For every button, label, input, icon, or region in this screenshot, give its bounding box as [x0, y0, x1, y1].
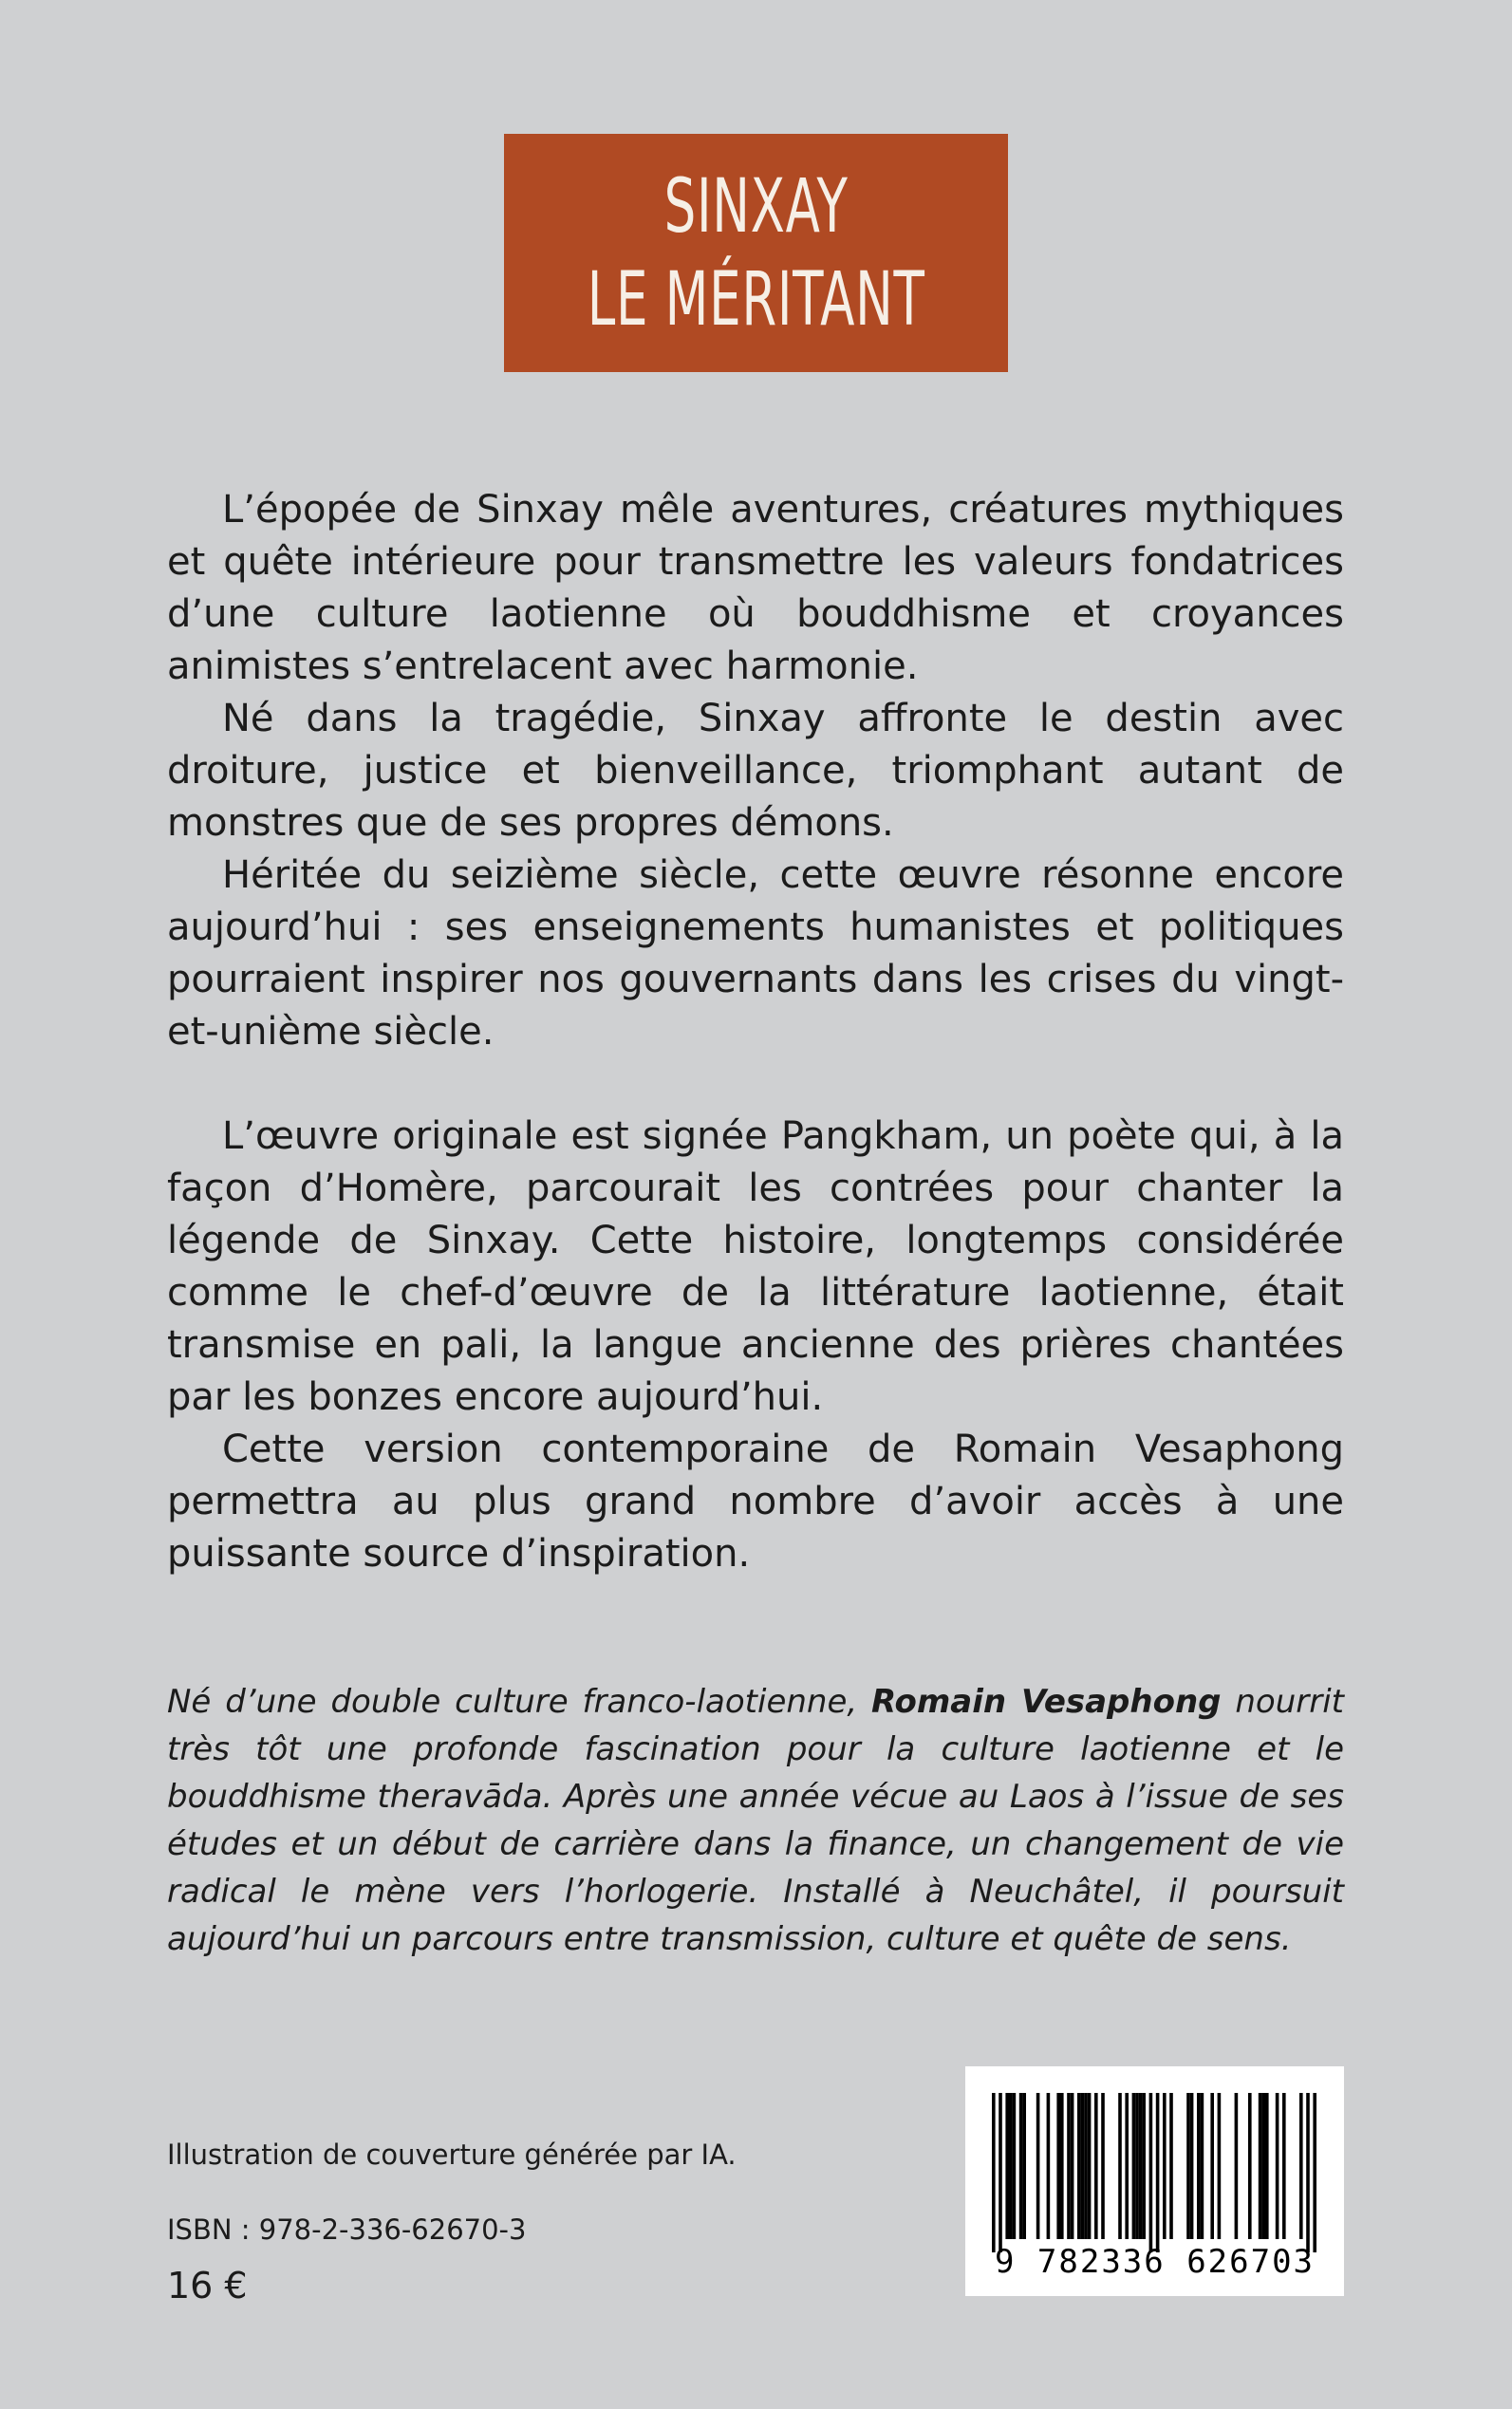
barcode-bar — [1094, 2093, 1098, 2239]
barcode-bar — [1005, 2093, 1009, 2239]
barcode-bar — [1313, 2093, 1316, 2252]
barcode-bar — [1169, 2093, 1173, 2239]
barcode-bar — [1036, 2093, 1040, 2239]
barcode-bar — [1088, 2093, 1092, 2239]
blurb — [167, 484, 1344, 1580]
barcode-bar — [1009, 2093, 1013, 2239]
barcode-bar — [1135, 2093, 1139, 2239]
blurb-paragraph-3: Héritée du seizième siècle, cette œuvre résonne encore aujourd’hui : ses enseignements humanistes et politiques pourraient inspirer nos gouvernants dans les crises du vingt-et-unième siècle. — [167, 853, 1344, 1054]
barcode-bar — [1125, 2093, 1129, 2239]
barcode-bar — [1156, 2093, 1160, 2252]
barcode-bar — [1022, 2093, 1026, 2239]
barcode-bar — [1118, 2093, 1122, 2239]
barcode-bar — [1019, 2093, 1023, 2239]
blurb-paragraph-1: L’épopée de Sinxay mêle aventures, créatures mythiques et quête intérieure pour transmettre les valeurs fondatrices d’une culture laotienne où bouddhisme et croyances animistes s’entrelacent avec harmonie. — [167, 488, 1344, 688]
barcode-bar — [1282, 2093, 1286, 2239]
title-line-2: LE MÉRITANT — [587, 256, 925, 343]
barcode-bar — [1132, 2093, 1136, 2239]
blurb-paragraph-5: Cette version contemporaine de Romain Vesaphong permettra au plus grand nombre d’avoir accès à une puissante source d’inspiration. — [167, 1428, 1344, 1576]
barcode-bar — [1149, 2093, 1153, 2252]
barcode-bar — [1306, 2093, 1310, 2252]
barcode-bar — [1013, 2093, 1017, 2239]
bio-intro: Né d’une double culture franco-laotienne, — [167, 1683, 872, 1721]
barcode-bar — [1265, 2093, 1269, 2239]
price: 16 € — [167, 2265, 248, 2306]
barcode-bar — [1101, 2093, 1105, 2239]
barcode-bar — [1235, 2093, 1239, 2239]
barcode-bar — [1067, 2093, 1071, 2239]
barcode-bar — [1201, 2093, 1204, 2239]
barcode-bar — [999, 2093, 1002, 2252]
barcode-bar — [1139, 2093, 1143, 2239]
author-bio — [167, 1678, 1344, 1963]
barcode-bar — [1248, 2093, 1252, 2239]
blurb-paragraph-2: Né dans la tragédie, Sinxay affronte le destin avec droiture, justice et bienveillance, triomphant autant de monstres que de ses propres démons. — [167, 697, 1344, 845]
blurb-paragraph-4: L’œuvre originale est signée Pangkham, un poète qui, à la façon d’Homère, parcourait les contrées pour chanter la légende de Sinxay. Cette histoire, longtemps considérée comme le chef-d’œuvre de la littérature laotienne, était transmise en pali, la langue ancienne des prières chantées par les bonzes encore aujourd’hui. — [167, 1114, 1344, 1419]
barcode — [965, 2066, 1344, 2296]
barcode-bar — [1163, 2093, 1167, 2239]
barcode-digits: 9 782336 626703 — [994, 2243, 1316, 2281]
bio-rest: nourrit très tôt une profonde fascination pour la culture laotienne et le bouddhisme theravāda. Après une année vécue au Laos à l’issue de ses études et un début de carrière dans la finance, un changement de vie radical le mène vers l’horlogerie. Installé à Neuchâtel, il poursuit aujourd’hui un parcours entre transmission, culture et quête de sens. — [167, 1683, 1344, 1958]
barcode-bar — [1261, 2093, 1265, 2239]
barcode-bar — [1071, 2093, 1074, 2239]
barcode-bar — [1218, 2093, 1222, 2239]
barcode-bar — [1084, 2093, 1088, 2239]
title-box — [504, 134, 1008, 372]
barcode-bar — [1259, 2093, 1262, 2239]
barcode-bar — [1210, 2093, 1214, 2239]
barcode-bar — [1197, 2093, 1201, 2239]
barcode-bar — [1081, 2093, 1085, 2239]
isbn: ISBN : 978-2-336-62670-3 — [167, 2213, 527, 2246]
illustration-credit: Illustration de couverture générée par IA. — [167, 2138, 737, 2171]
barcode-bar — [1060, 2093, 1064, 2239]
barcode-bar — [1276, 2093, 1279, 2239]
barcode-bar — [1190, 2093, 1194, 2239]
barcode-bar — [992, 2093, 996, 2252]
barcode-bar — [1056, 2093, 1060, 2239]
barcode-bar — [1077, 2093, 1081, 2239]
barcode-bar — [1299, 2093, 1303, 2239]
title-line-1: SINXAY — [663, 163, 849, 250]
author-name: Romain Vesaphong — [871, 1683, 1222, 1721]
barcode-bar — [1142, 2093, 1146, 2239]
barcode-bar — [1047, 2093, 1051, 2239]
barcode-bar — [1186, 2093, 1190, 2239]
